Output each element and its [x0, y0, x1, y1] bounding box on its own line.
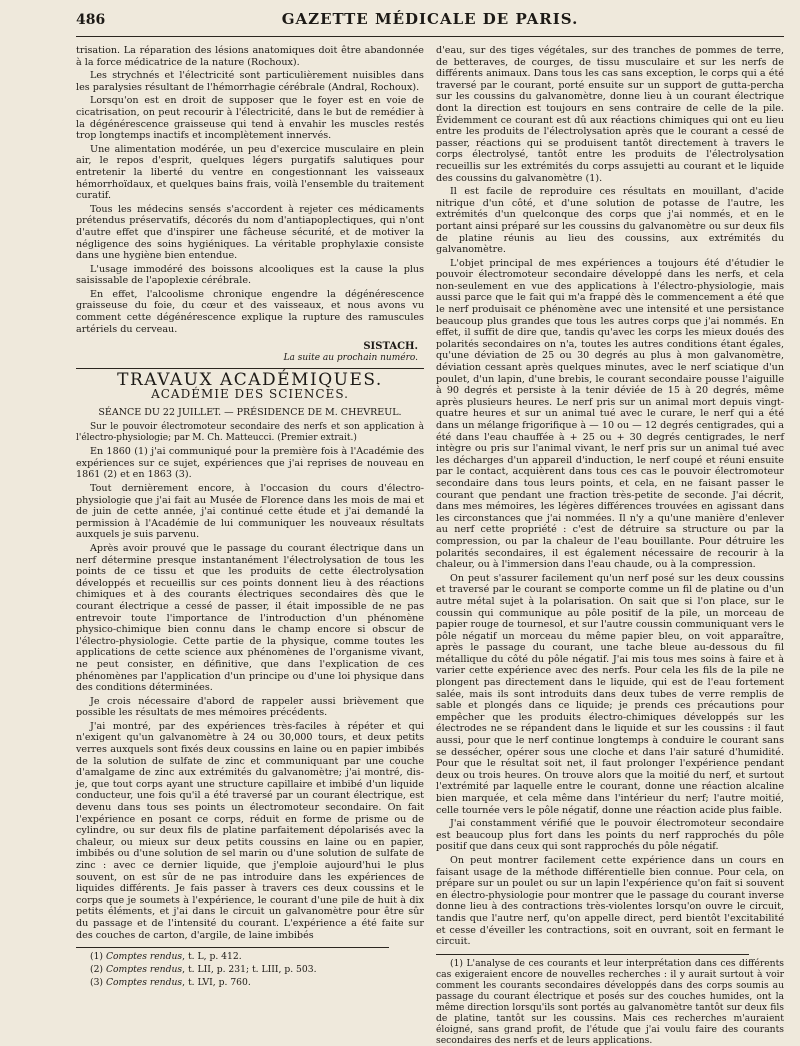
left-paragraph: Les strychnés et l'électricité sont particulièrement nuisibles dans les paralysies résultant de l'hémorrhagie cérébrale (Andral, Rochoux).: [76, 70, 424, 93]
author-signature: SISTACH.: [363, 341, 418, 353]
footnote-source: Comptes rendus: [105, 977, 183, 989]
left-paragraph: Une alimentation modérée, un peu d'exercice musculaire en plein air, le repos d'esprit, quelques légers purgatifs salutiques pour entretenir la liberté du ventre en congestionnant les vaisseaux hémorrhoïdaux, et quelques bains frais, voilà l'ensemble du traitement curatif.: [76, 143, 424, 202]
footnote: [76, 977, 424, 988]
body-paragraph: Après avoir prouvé que le passage du courant électrique dans un nerf détermine presque instantanément l'électrolysation de tous les points de ce tissu et que les produits de cette électrolysation développés et recueillis sur ces points donnent lieu à des réactions chimiques et à des courants électriques secondaires dès que le courant électrique a cessé de passer, il était impossible de ne pas entrevoir toute l'importance de l'introduction d'un phénomène physico-chimique bien connu dans le champ encore si obscur de l'électro-physiologie. Cette partie de la physique, comme toutes les applications de cette science aux phénomènes de l'organisme vivant, ne peut consister, en définitive, que dans l'explication de ces phénomènes par l'application d'un principe ou d'une loi physique dans des conditions déterminées.: [76, 542, 424, 694]
section-title: TRAVAUX ACADÉMIQUES.: [117, 370, 383, 391]
footnote: [76, 964, 424, 975]
right-paragraph: L'objet principal de mes expériences a toujours été d'étudier le pouvoir électromoteur secondaire développé dans les nerfs, et cela non-seulement en vue des applications à l'électro-physiologie, mais aussi parce que le fait qui m'a frappé dès le commencement a été que le nerf produisait ce phénomène avec une intensité et une persistance beaucoup plus grandes que tous les autres corps que j'ai nommés. En effet, il suffit de dire que, tandis qu'avec les corps les mieux doués des polarités secondaires on n'a, toutes les autres conditions étant égales, qu'une déviation de 25 ou 30 degrés au plus à mon galvanomètre, déviation cessant après quelques minutes, avec le nerf sciatique d'un poulet, d'un lapin, d'une brebis, le courant secondaire pousse l'aiguille à 90 degrés et persiste à la tenir déviée de 15 à 20 degrés, même après plusieurs heures. Le nerf pris sur un animal mort depuis vingt-quatre heures et sur un animal tué avec le curare, le nerf qui a été dans un mélange frigorifique à — 10 ou — 12 degrés centigrades, qui a été dans l'eau chauffée à + 25 ou + 30 degrés centigrades, le nerf intègre ou pris sur l'animal vivant, le nerf pris sur un animal tué avec les décharges d'un appareil d'induction, le nerf coupé et réuni ensuite par le contact, acquièrent dans tous ces cas le pouvoir électromoteur secondaire dans tous leurs points, et cela, en ne faisant passer le courant que pendant une fraction très-petite de seconde. J'ai décrit, dans mes mémoires, les légères différences trouvées en agissant dans les circonstances que j'ai nommées. Il n'y a qu'une manière d'enlever au nerf cette propriété : c'est de détruire sa structure ou par la compression, ou par la chaleur de l'eau bouillante. Pour détruire les polarités secondaires, il est également nécessaire de recourir à la chaleur, ou à l'immersion dans l'eau chaude, ou à la compression.: [436, 257, 784, 571]
left-column: [76, 45, 424, 1035]
body-paragraph: Tout dernièrement encore, à l'occasion du cours d'électro-physiologie que j'ai fait au Musée de Florence dans les mois de mai et de juin de cette année, j'ai continué cette étude et j'ai demandé la permission à l'Académie de lui communiquer les nouveaux résultats auxquels je suis parvenu.: [76, 483, 424, 541]
footnote-source: Comptes rendus: [105, 951, 183, 963]
memoir-title: Sur le pouvoir électromoteur secondaire des nerfs et son application à l'électro-physiologie; par M. Ch. Matteucci. (Premier extrait.): [76, 422, 424, 444]
right-paragraph: J'ai constamment vérifié que le pouvoir électromoteur secondaire est beaucoup plus fort dans les points du nerf rapprochés du pôle positif que dans ceux qui sont rapprochés du pôle négatif.: [436, 818, 784, 853]
session-heading: SÉANCE DU 22 JUILLET. — PRÉSIDENCE DE M. CHEVREUL.: [98, 406, 402, 418]
page-number: 486: [76, 12, 106, 28]
body-paragraph: J'ai montré, par des expériences très-faciles à répéter et qui n'exigent qu'un galvanomètre à 24 ou 30,000 tours, et deux petits verres auxquels sont fixés deux coussins en laine ou en papier imbibés de la solution de sulfate de zinc et communiquant par une couche d'amalgame de zinc aux extrémités du galvanomètre; j'ai montré, dis-je, que tout corps ayant une structure capillaire et imbibé d'un liquide conducteur, une fois qu'il a été traversé par un courant électrique, est devenu dans tous ses points un électromoteur secondaire. On fait l'expérience en posant ce corps, réduit en forme de prisme ou de cylindre, ou sur deux fils de platine parfaitement dépolarisés avec la chaleur, ou mieux sur deux petits coussins en laine ou en papier, imbibés ou d'une solution de sel marin ou d'une solution de sulfate de zinc : avec ce dernier liquide, que j'emploie aujourd'hui le plus souvent, on est sûr de ne pas introduire dans les expériences de liquides différents. Je fais passer à travers ces deux coussins et le corps que je soumets à l'expérience, le courant d'une pile de huit à dix petits éléments, et j'ai dans le circuit un galvanomètre pour être sûr du passage et de l'intensité du courant. L'expérience a été faite sur des couches de carton, d'argile, de laine imbibés: [76, 720, 424, 941]
footnote-ref: , t. LII, p. 231; t. LIII, p. 503.: [182, 964, 317, 976]
right-footnote: (1) L'analyse de ces courants et leur interprétation dans ces différents cas exigeraient encore de nouvelles recherches : il y aurait surtout à voir comment les courants secondaires développés dans des corps soumis au passage du courant électrique et posés sur des couches humides, ont la même direction lorsqu'ils sont portés au galvanomètre tantôt sur deux fils de platine, tantôt sur les coussins. Mais ces recherches m'auraient éloigné, sans grand profit, de l'étude que j'ai voulu faire des courants secondaires des nerfs et de leurs applications.: [436, 957, 784, 1046]
left-paragraph: trisation. La réparation des lésions anatomiques doit être abandonnée à la force médicatrice de la nature (Rochoux).: [76, 45, 424, 68]
left-paragraph: En effet, l'alcoolisme chronique engendre la dégénérescence graisseuse du foie, du cœur et des vaisseaux, et nous avons vu comment cette dégénérescence explique la rupture des ramuscules artériels du cerveau.: [76, 288, 424, 335]
right-paragraph: Il est facile de reproduire ces résultats en mouillant, d'acide nitrique d'un côté, et d'une solution de potasse de l'autre, les extrémités d'un quelconque des corps que j'ai nommés, et en le portant ainsi préparé sur les coussins du galvanomètre ou sur deux fils de platine réunis au lieu des coussins, aux extrémités du galvanomètre.: [436, 186, 784, 256]
page-header: [76, 10, 784, 37]
footnote-number: (3): [90, 977, 104, 989]
body-paragraph: En 1860 (1) j'ai communiqué pour la première fois à l'Académie des expériences sur ce sujet, expériences que j'ai reprises de nouveau en 1861 (2) et en 1863 (3).: [76, 446, 424, 481]
two-column-body: [76, 45, 784, 1046]
footnote-source: Comptes rendus: [105, 964, 183, 976]
right-paragraph: d'eau, sur des tiges végétales, sur des tranches de pommes de terre, de betteraves, de courges, de tissu musculaire et sur les nerfs de différents animaux. Dans tous les cas sans exception, le corps qui a été traversé par le courant, porté ensuite sur un support de gutta-percha sur les coussins du galvanomètre, donne lieu à un courant électrique dont la direction est toujours en sens contraire de celle de la pile. Évidemment ce courant est dû aux réactions chimiques qui ont eu lieu entre les produits de l'électrolysation après que le courant a cessé de passer, réactions qui se produisent tantôt directement à travers le corps électrolysé, tantôt entre les produits de l'électrolysation recueillis sur les extrémités du corps assujetti au courant et le liquide des coussins du galvanomètre (1).: [436, 45, 784, 184]
footnote: [76, 951, 424, 962]
body-paragraph: Je crois nécessaire d'abord de rappeler aussi brièvement que possible les résultats de mes mémoires précédents.: [76, 695, 424, 719]
footnote-ref: , t. L, p. 412.: [182, 951, 242, 963]
right-column: [436, 45, 784, 1046]
left-paragraph: Tous les médecins sensés s'accordent à rejeter ces médicaments prétendus préservatifs, décorés du nom d'antiapoplectiques, qui n'ont d'autre effet que d'inspirer une fâcheuse sécurité, et de motiver la négligence des soins hygiéniques. La véritable prophylaxie consiste dans une hygiène bien entendue.: [76, 203, 424, 262]
continued-note: La suite au prochain numéro.: [283, 352, 418, 363]
left-paragraph: L'usage immodéré des boissons alcooliques est la cause la plus saisissable de l'apoplexie cérébrale.: [76, 263, 424, 287]
subsection-title: ACADÉMIE DES SCIENCES.: [151, 387, 349, 402]
right-paragraph: On peut montrer facilement cette expérience dans un cours en faisant usage de la méthode différentielle bien connue. Pour cela, on prépare sur un poulet ou sur un lapin l'expérience qu'on fait si souvent en électro-physiologie pour montrer que le passage du courant inverse donne lieu à des contractions très-violentes lorsqu'on ouvre le circuit, tandis que l'autre nerf, qu'on appelle direct, perd bientôt l'excitabilité et cesse d'éveiller les contractions, soit en ouvrant, soit en fermant le circuit.: [436, 854, 784, 948]
journal-title: GAZETTE MÉDICALE DE PARIS.: [281, 10, 579, 28]
right-paragraph: On peut s'assurer facilement qu'un nerf posé sur les deux coussins et traversé par le courant se comporte comme un fil de platine ou d'un autre métal sujet à la polarisation. On sait que si l'on place, sur le coussin qui communique au pôle positif de la pile, un morceau de papier rouge de tournesol, et sur l'autre coussin communiquant vers le pôle négatif un morceau du même papier bleu, on voit apparaître, après le passage du courant, une tache bleue au-dessous du fil métallique du côté du pôle négatif. J'ai mis tous mes soins à faire et à varier cette expérience avec des nerfs. Pour cela les fils de la pile ne plongent pas directement dans le liquide, qui est de l'eau fortement salée, mais ils sont introduits dans deux tubes de verre remplis de sable et plongés dans ce liquide; je prends ces précautions pour empêcher que les produits électro-chimiques développés sur les électrodes ne se répandent dans le liquide et sur les coussins : il faut aussi, pour que le nerf continue longtemps à conduire le courant sans se dessécher, opérer sous une cloche et dans l'air saturé d'humidité. Pour que le résultat soit net, il faut prolonger l'expérience pendant deux ou trois heures. On trouve alors que la moitié du nerf, et surtout l'extrémité par laquelle entre le courant, donne une réaction alcaline bien marquée, et cela même dans l'intérieur du nerf; l'autre moitié, celle tournée vers le pôle négatif, donne une réaction acide plus faible.: [436, 572, 784, 816]
footnote-number: (2): [90, 964, 104, 976]
footnote-ref: , t. LVI, p. 760.: [182, 977, 251, 989]
left-paragraph: Lorsqu'on est en droit de supposer que le foyer est en voie de cicatrisation, on peut recourir à l'électricité, dans le but de remédier à la dégénérescence graisseuse qui tend à envahir les muscles restés trop longtemps inactifs et incomplètement innervés.: [76, 95, 424, 142]
footnote-number: (1): [90, 951, 104, 963]
footnote-divider: [76, 947, 389, 948]
note-divider: [436, 954, 749, 955]
